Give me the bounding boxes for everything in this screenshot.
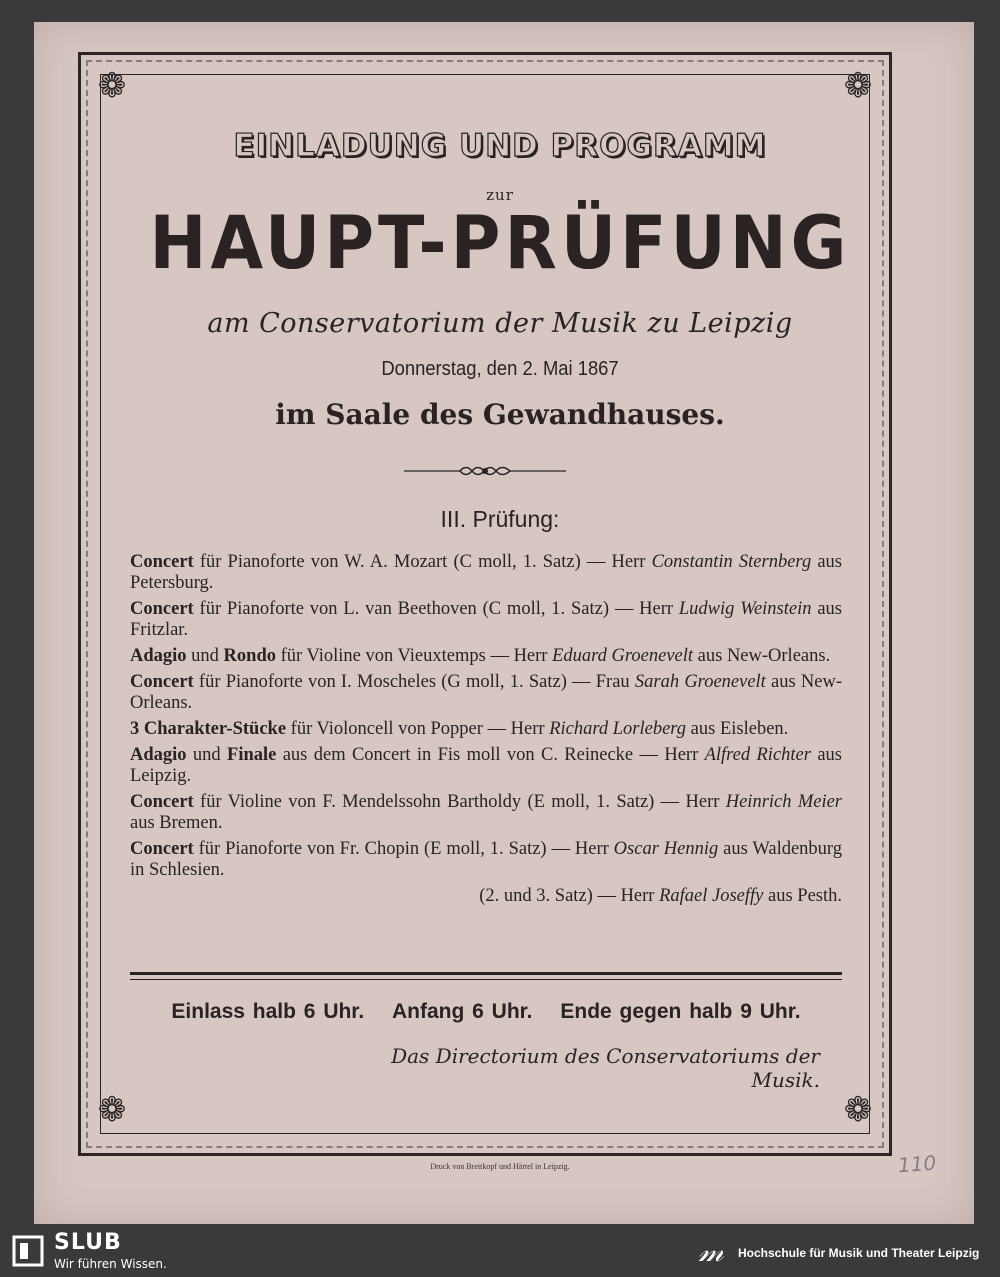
title-zur: zur [486,186,514,204]
divider-ornament-icon [400,463,570,479]
title-invitation: EINLADUNG UND PROGRAMM [233,128,767,164]
hfm-name[interactable]: Hochschule für Musik und Theater Leipzig [738,1246,980,1260]
corner-ornament-icon: ❁ [843,66,873,106]
performer-name: Alfred Richter [704,745,811,765]
signature-line: Das Directorium des Conservatoriums der Musik. [391,1044,820,1092]
work-description: für Violoncell von Popper — Herr [286,719,550,739]
work-description: für Pianoforte von Fr. Chopin (E moll, 1. Satz) — Herr [193,839,614,859]
pencil-annotation: 110 [897,1150,937,1178]
performer-name: Richard Lorleberg [549,719,687,739]
performer-name: Ludwig Weinstein [678,599,812,619]
performer-name: Heinrich Meier [725,792,842,812]
work-description: aus dem Concert in Fis moll von C. Reinecke — Herr [276,745,705,765]
list-item [130,719,842,740]
performer-origin: aus Eisleben. [686,719,789,739]
performer-origin: aus Waldenburg in Schlesien. [130,839,843,880]
slub-logo-icon[interactable] [12,1235,44,1267]
event-venue: im Saale des Gewandhauses. [275,398,725,431]
list-item [130,886,842,907]
footer-bar [0,1227,1000,1277]
time-anfang: Anfang 6 Uhr. [392,1000,533,1023]
list-item [130,672,842,714]
divider-thin [130,979,842,980]
performer-origin: aus Leipzig. [130,745,842,786]
work-description: für Pianoforte von I. Moscheles (G moll, 1. Satz) — Frau [193,672,635,692]
performer-origin: aus Pesth. [763,886,842,906]
divider-thick [130,972,842,975]
exam-heading: III. Prüfung: [440,506,560,532]
work-description: für Pianoforte von W. A. Mozart (C moll, 1. Satz) — Herr [193,552,652,572]
work-title: Concert [130,599,194,619]
slub-name[interactable]: SLUB [54,1230,122,1255]
performer-name: Oscar Hennig [613,839,719,859]
performer-name: Sarah Groenevelt [634,672,766,692]
page-title: HAUPT-PRÜFUNG [149,200,851,287]
printer-imprint: Druck von Breitkopf und Härtel in Leipzig. [430,1162,570,1171]
work-title: Finale [227,745,277,765]
work-title: Concert [130,552,194,572]
corner-ornament-icon: ❁ [97,1090,127,1130]
work-title: Adagio [130,646,187,666]
work-conjunction: und [186,646,224,666]
work-title: Concert [130,672,194,692]
list-item [130,646,842,667]
hfm-logo-icon[interactable]: 𝓂 [698,1234,724,1269]
performer-origin: aus Bremen. [130,813,223,833]
work-title: Concert [130,792,194,812]
performer-origin: aus Petersburg. [130,552,842,593]
performer-origin: aus Fritzlar. [130,599,842,640]
list-item [130,599,842,641]
work-description: (2. und 3. Satz) — Herr [479,886,660,906]
list-item [130,792,842,834]
work-title: Rondo [223,646,276,666]
slub-tagline: Wir führen Wissen. [54,1257,167,1271]
performer-origin: aus New-Orleans. [693,646,831,666]
work-description: für Violine von F. Mendelssohn Bartholdy (E moll, 1. Satz) — Herr [193,792,726,812]
event-date: Donnerstag, den 2. Mai 1867 [381,358,619,380]
corner-ornament-icon: ❁ [843,1090,873,1130]
work-title: Adagio [130,745,187,765]
corner-ornament-icon: ❁ [97,66,127,106]
time-einlass: Einlass halb 6 Uhr. [171,1000,365,1023]
list-item [130,745,842,787]
work-title: 3 Charakter-Stücke [130,719,287,739]
work-conjunction: und [186,745,228,765]
schedule-times [130,1000,842,1024]
list-item [130,552,842,594]
performer-origin: aus New-Orleans. [130,672,843,713]
institution-line: am Conservatorium der Musik zu Leipzig [207,308,793,339]
work-title: Concert [130,839,194,859]
work-description: für Pianoforte von L. van Beethoven (C moll, 1. Satz) — Herr [193,599,679,619]
time-ende: Ende gegen halb 9 Uhr. [560,1000,801,1023]
performer-name: Constantin Sternberg [651,552,812,572]
performer-name: Rafael Joseffy [659,886,764,906]
performer-name: Eduard Groenevelt [552,646,694,666]
list-item [130,839,842,881]
work-description: für Violine von Vieuxtemps — Herr [276,646,553,666]
program-list [130,552,842,912]
